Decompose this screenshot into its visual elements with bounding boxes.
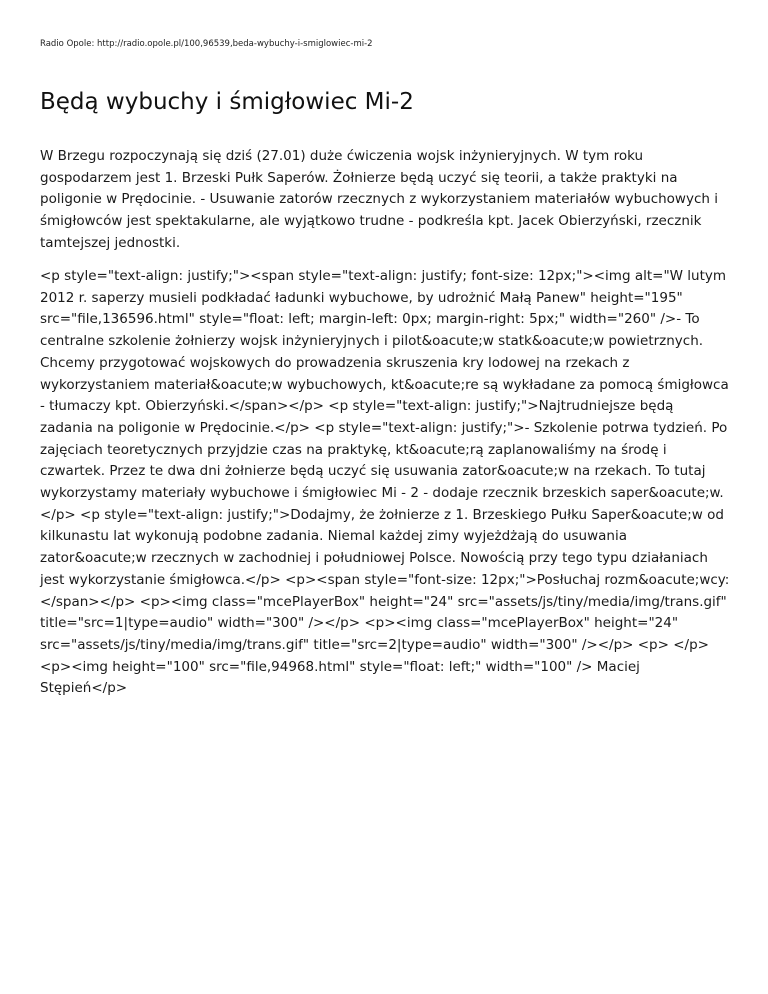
article-raw-html-body: <p style="text-align: justify;"><span style="text-align: justify; font-size: 12px;"><img alt="W lutym 2012 r. saperzy musieli podkładać ładunki wybuchowe, by udrożnić Małą Panew" height="195" src="file,136596.html" style="float: left; margin-left: 0px; margin-right: 5px;" width="260" />- To centralne szkolenie żołnierzy wojsk inżynieryjnych i pilot&oacute;w statk&oacute;w powietrznych. Chcemy przygotować wojskowych do prowadzenia skruszenia kry lodowej na rzekach z wykorzystaniem materiał&oacute;w wybuchowych, kt&oacute;re są wykładane za pomocą śmigłowca - tłumaczy kpt. Obierzyński.</span></p> <p style="text-align: justify;">Najtrudniejsze będą zadania na poligonie w Prędocinie.</p> <p style="text-align: justify;">- Szkolenie potrwa tydzień. Po zajęciach teoretycznych przyjdzie czas na praktykę, kt&oacute;rą zaplanowaliśmy na środę i czwartek. Przez te dwa dni żołnierze będą uczyć się usuwania zator&oacute;w na rzekach. To tutaj wykorzystamy materiały wybuchowe i śmigłowiec Mi - 2 - dodaje rzecznik brzeskich saper&oacute;w.</p> <p style="text-align: justify;">Dodajmy, że żołnierze z 1. Brzeskiego Pułku Saper&oacute;w od kilkunastu lat wykonują podobne zadania. Niemal każdej zimy wyjeżdżają do usuwania zator&oacute;w rzecznych w zachodniej i południowej Polsce. Nowością przy tego typu działaniach jest wykorzystanie śmigłowca.</p> <p><span style="font-size: 12px;">Posłuchaj rozm&oacute;wcy:</span></p> <p><img class="mcePlayerBox" height="24" src="assets/js/tiny/media/img/trans.gif" title="src=1|type=audio" width="300" /></p> <p><img class="mcePlayerBox" height="24" src="assets/js/tiny/media/img/trans.gif" title="src=2|type=audio" width="300" /></p> <p> </p> <p><img height="100" src="file,94968.html" style="float: left;" width="100" /> Maciej Stępień</p>: [40, 268, 730, 697]
article-title: Będą wybuchy i śmigłowiec Mi-2: [40, 89, 414, 115]
source-url-line: Radio Opole: http://radio.opole.pl/100,96539,beda-wybuchy-i-smiglowiec-mi-2: [40, 39, 373, 49]
article-lead-paragraph: W Brzegu rozpoczynają się dziś (27.01) duże ćwiczenia wojsk inżynieryjnych. W tym roku gospodarzem jest 1. Brzeski Pułk Saperów. Żołnierze będą uczyć się teorii, a także praktyki na poligonie w Prędocinie. - Usuwanie zatorów rzecznych z wykorzystaniem materiałów wybuchowych i śmigłowców jest spektakularne, ale wyjątkowo trudne - podkreśla kpt. Jacek Obierzyński, rzecznik tamtejszej jednostki.: [40, 148, 718, 251]
